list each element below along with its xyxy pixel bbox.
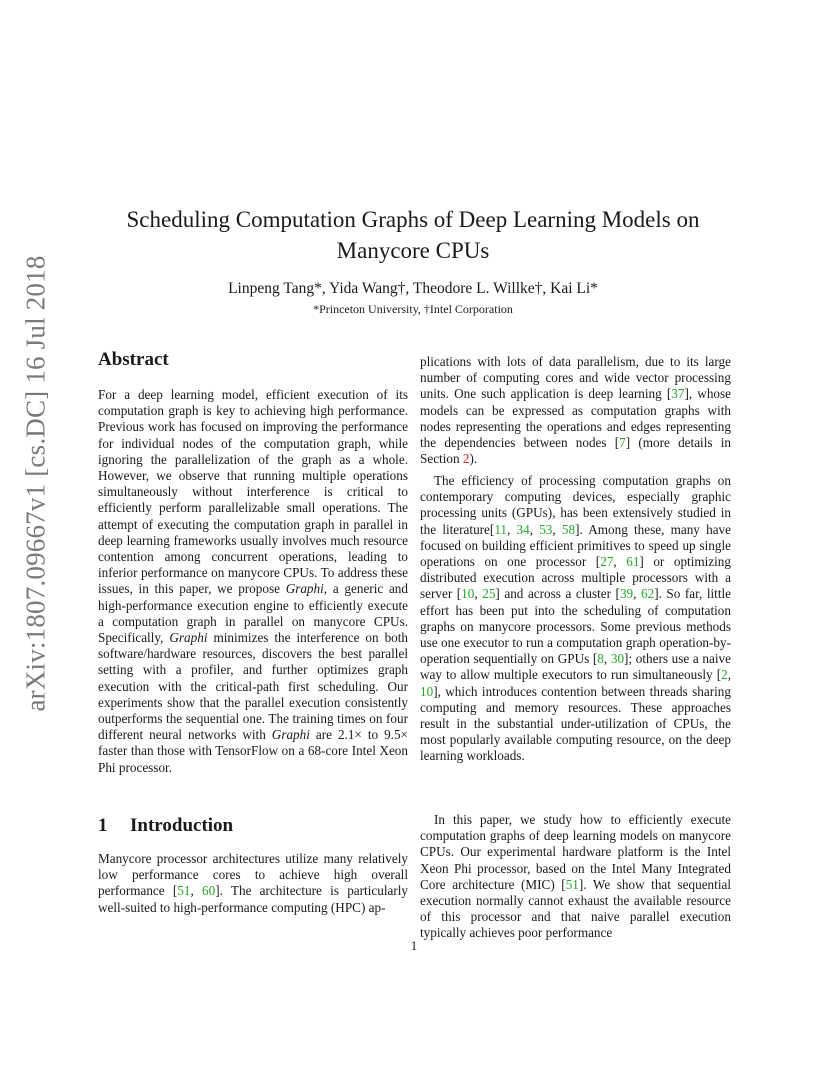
section-ref-link[interactable]: 2 xyxy=(462,451,470,467)
citation-link[interactable]: 51 xyxy=(177,883,191,899)
citation-link[interactable]: 34 xyxy=(516,521,530,537)
arxiv-identifier: arXiv:1807.09667v1 [cs.DC] 16 Jul 2018 xyxy=(20,254,51,712)
title-line-1: Scheduling Computation Graphs of Deep Learning Models on xyxy=(126,207,700,232)
abstract-text: For a deep learning model, efficient execution of its computation graph is key to achieving high performance. Previous work has focused on improving the performance for individual nodes of the computation graph, while ignoring the parallelization of the graph as a whole. However, we observe that running multiple operations simultaneously without interference is critical to efficiently perform parallelizable small operations. The attempt of executing the computation graph in parallel in deep learning frameworks usually involves much resource contention among concurrent operations, leading to inferior performance on manycore CPUs. To address these issues, in this paper, we propose Graphi, a generic and high-performance execution engine to efficiently execute a computation graph in parallel on manycore CPUs. Specifically, Graphi minimizes the interference on both software/hardware resources, discovers the best parallel setting with a profiler, and further optimizes graph execution with the critical-path first scheduling. Our experiments show that the parallel execution consistently outperforms the sequential one. The training times on four different neural networks with Graphi are 2.1× to 9.5× faster than those with TensorFlow on a 68-core Intel Xeon Phi processor. xyxy=(98,387,409,775)
citation-link[interactable]: 30 xyxy=(610,651,625,667)
section-title: Introduction xyxy=(130,815,234,836)
intro-paragraph-1: Manycore processor architectures utilize many relatively low performance cores to achieve high overall performance [51, 60]. The architecture is particularly well-suited to high-performance computing (HPC) ap- xyxy=(98,851,408,915)
citation-link[interactable]: 10 xyxy=(420,683,434,699)
author-list: Linpeng Tang*, Yida Wang†, Theodore L. Willke†, Kai Li* xyxy=(228,280,598,297)
section-number: 1 xyxy=(98,815,108,836)
citation-link[interactable]: 53 xyxy=(539,521,553,537)
citation-link[interactable]: 2 xyxy=(721,667,728,683)
citation-link[interactable]: 58 xyxy=(561,521,576,537)
citation-link[interactable]: 27 xyxy=(600,554,614,570)
citation-link[interactable]: 8 xyxy=(597,651,604,667)
citation-link[interactable]: 62 xyxy=(641,586,655,602)
page-number: 1 xyxy=(410,938,418,953)
citation-link[interactable]: 39 xyxy=(619,586,634,602)
citation-link[interactable]: 25 xyxy=(482,586,496,602)
citation-link[interactable]: 61 xyxy=(626,554,640,570)
citation-link[interactable]: 60 xyxy=(202,883,216,899)
right-paragraph-2: The efficiency of processing computation graphs on contemporary computing devices, especially graphic processing units (GPUs), has been extensively studied in the literature[11, 34, 53, 58]. Among these, many have focused on building efficient primitives to speed up single operations on one processor [27, 61] or optimizing distributed execution across multiple processors with a server [10, 25] and across a cluster [39, 62]. So far, little effort has been put into the scheduling of computation graphs on manycore processors. Some previous methods use one executor to run a computation graph operation-by-operation sequentially on GPUs [8, 30]; others use a naive way to allow multiple executors to run simultaneously [2, 10], which introduces contention between threads sharing computing and memory resources. These approaches result in the substantial under-utilization of CPUs, the most popularly available computing resource, on the deep learning workloads. xyxy=(420,473,732,764)
citation-link[interactable]: 37 xyxy=(671,386,685,402)
citation-link[interactable]: 10 xyxy=(461,586,475,602)
citation-link[interactable]: 7 xyxy=(619,435,626,451)
citation-link[interactable]: 11 xyxy=(494,521,508,537)
citation-link[interactable]: 51 xyxy=(565,876,579,892)
abstract-heading: Abstract xyxy=(98,349,169,370)
right-paragraph-3: In this paper, we study how to efficiently execute computation graphs of deep learning models on manycore CPUs. Our experimental hardware platform is the Intel Xeon Phi processor, based on the Intel Many Integrated Core architecture (MIC) [51]. We show that sequential execution normally cannot exhaust the available resource of this processor and that naive parallel execution typically achieves poor performance xyxy=(420,812,731,941)
affiliations: *Princeton University, †Intel Corporation xyxy=(313,302,513,316)
paper-title xyxy=(98,204,728,266)
introduction-heading xyxy=(98,815,233,837)
right-paragraph-1: plications with lots of data parallelism, due to its large number of computing cores and wide vector processing units. One such application is deep learning [37], whose models can be expressed as computation graphs with nodes representing the operations and edges representing the dependencies between nodes [7] (more details in Section 2). xyxy=(420,354,732,467)
title-line-2: Manycore CPUs xyxy=(336,238,490,263)
